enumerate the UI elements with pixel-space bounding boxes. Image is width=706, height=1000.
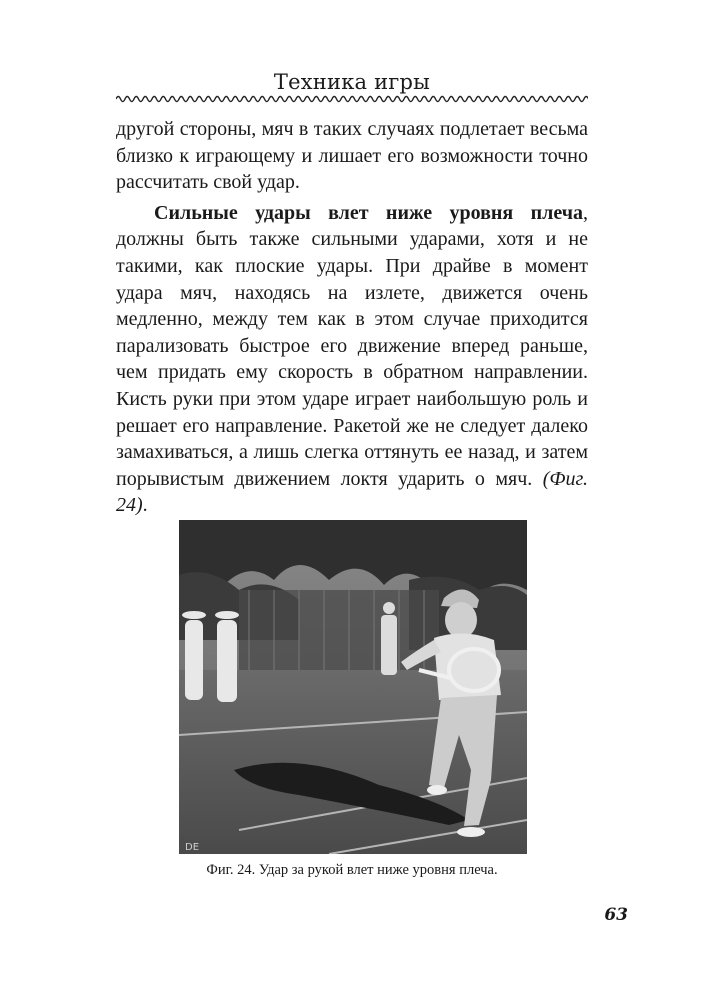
figure-caption: Фиг. 24. Удар за рукой влет ниже уровня плеча. [206,862,498,878]
paragraph-2 [116,200,588,519]
svg-text:DE: DE [185,842,200,853]
running-header: Техника игры [273,70,431,94]
figure-reference: (Фиг. 24) [116,467,588,517]
paragraph-1: другой стороны, мяч в таких случаях подлетает весьма близко к играющему и лишает его возможности точно рассчитать свой удар. [116,118,588,194]
paragraph-2-end: . [142,494,148,517]
tennis-photo [179,520,527,854]
header-wavy-rule [116,93,588,105]
page-number: 63 [604,905,628,925]
paragraph-2-text: , должны быть также сильными ударами, хотя и не такими, как плоские удары. При драйве в момент удара мяч, находясь на излете, движется очень медленно, между тем как в этом случае приходится парализовать быстрое его движение вперед раньше, чем придать ему скорость в обратном направлении. Кисть руки при этом ударе играет наибольшую роль и решает его направление. Ракетой же не следует далеко замахиваться, а лишь слегка оттянуть ее назад, и затем порывистым движением локтя ударить о мяч. [116,201,588,490]
paragraph-2-heading: Сильные удары влет ниже уровня плеча [154,201,583,224]
body-text [116,116,588,519]
